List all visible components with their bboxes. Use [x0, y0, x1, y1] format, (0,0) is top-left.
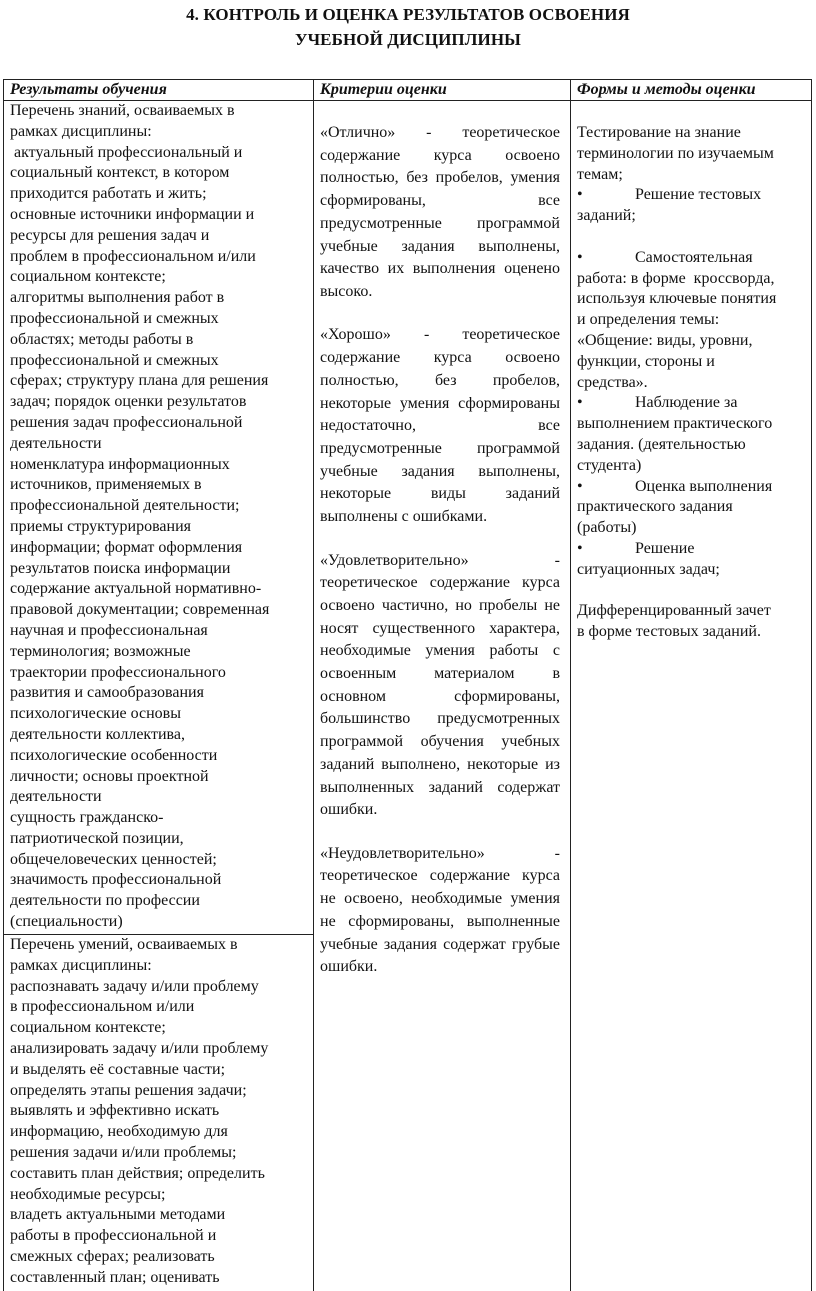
knowledge-line: результатов поиска информации [10, 559, 231, 577]
bullet-icon: • [577, 186, 583, 204]
skills-line: анализировать задачу и/или проблему [10, 1039, 269, 1057]
knowledge-line: научная и профессиональная [10, 621, 208, 639]
skills-line: составить план действия; определить [10, 1164, 265, 1182]
skills-line: и выделять её составные части; [10, 1060, 226, 1078]
skills-line: необходимые ресурсы; [10, 1185, 166, 1203]
skills-line: составленный план; оценивать [10, 1268, 220, 1286]
skills-line: в профессиональном и/или [10, 998, 195, 1016]
knowledge-line: ресурсы для решения задач и [10, 226, 210, 244]
methods-list-item-line: средства». [577, 373, 648, 391]
knowledge-line: источников, применяемых в [10, 476, 202, 494]
skills-line: распознавать задачу и/или проблему [10, 977, 259, 995]
skills-line: выявлять и эффективно искать [10, 1102, 220, 1120]
knowledge-line: задач; порядок оценки результатов [10, 393, 247, 411]
skills-line: социальном контексте; [10, 1019, 166, 1037]
knowledge-line: социальном контексте; [10, 268, 166, 286]
criteria-excellent: «Отлично» - теоретическое содержание курса освоено полностью, без пробелов, умения сформированы, все предусмотренные программой учебные задания выполнены, качество их выполнения оценено высоко. [320, 124, 560, 300]
methods-final-line: Дифференцированный зачет [577, 602, 771, 620]
knowledge-line: психологические особенности [10, 746, 218, 764]
methods-list-item-line: выполнением практического [577, 415, 773, 433]
methods-item-text: Самостоятельная [635, 248, 753, 266]
title-line-1: 4. КОНТРОЛЬ И ОЦЕНКА РЕЗУЛЬТАТОВ ОСВОЕНИЯ [186, 5, 630, 24]
methods-list-item-line: практического задания [577, 498, 733, 516]
knowledge-line: основные источники информации и [10, 205, 255, 223]
knowledge-line: информации; формат оформления [10, 538, 243, 556]
knowledge-cell [10, 101, 310, 933]
knowledge-line: деятельности [10, 788, 102, 806]
knowledge-line: значимость профессиональной [10, 871, 222, 889]
criteria-gap [320, 304, 560, 325]
skills-line: работы в профессиональной и [10, 1227, 217, 1245]
methods-item-text: Решение [635, 539, 695, 557]
knowledge-line: (специальности) [10, 913, 123, 931]
knowledge-line: патриотической позиции, [10, 829, 184, 847]
bullet-icon: • [577, 248, 583, 266]
methods-list-item-line: задания. (деятельностью [577, 435, 746, 453]
knowledge-line: правовой документации; современная [10, 601, 270, 619]
table-border-col2 [570, 79, 571, 1291]
methods-gap [577, 581, 809, 602]
methods-list-item-line [577, 248, 809, 269]
knowledge-line: алгоритмы выполнения работ в [10, 289, 225, 307]
criteria-gap [320, 529, 560, 550]
methods-list-item-line: ситуационных задач; [577, 560, 720, 578]
knowledge-line: терминология; возможные [10, 642, 191, 660]
knowledge-line: рамках дисциплины: [10, 122, 152, 140]
bullet-icon: • [577, 539, 583, 557]
bullet-icon: • [577, 477, 583, 495]
header-results: Результаты обучения [10, 81, 167, 98]
skills-line: решения задачи и/или проблемы; [10, 1143, 237, 1161]
knowledge-line: развития и самообразования [10, 684, 204, 702]
methods-list-item-line: студента) [577, 456, 642, 474]
table-border-left [3, 79, 4, 1291]
methods-item-text: Оценка выполнения [635, 477, 773, 495]
knowledge-line: профессиональной и смежных [10, 309, 219, 327]
skills-line: смежных сферах; реализовать [10, 1247, 215, 1265]
page-title [0, 2, 816, 52]
table-border-col1 [313, 79, 314, 1291]
knowledge-line: приходится работать и жить; [10, 185, 207, 203]
methods-list-item-line: «Общение: виды, уровни, [577, 331, 753, 349]
criteria-good: «Хорошо» - теоретическое содержание курса освоено полностью, без пробелов, некоторые умения сформированы недостаточно, все предусмотренные программой учебные задания выполнены, некоторые виды заданий выполнены с ошибками. [320, 326, 560, 526]
knowledge-line: профессиональной деятельности; [10, 497, 240, 515]
methods-list-item-line: работа: в форме кроссворда, [577, 269, 775, 287]
knowledge-line: приемы структурирования [10, 517, 192, 535]
knowledge-line: актуальный профессиональный и [10, 143, 243, 161]
knowledge-line: профессиональной и смежных [10, 351, 219, 369]
knowledge-line: сферах; структуру плана для решения [10, 372, 269, 390]
knowledge-line: содержание актуальной нормативно- [10, 580, 262, 598]
skills-line: информацию, необходимую для [10, 1123, 228, 1141]
knowledge-line: номенклатура информационных [10, 455, 230, 473]
methods-list-item-line [577, 393, 809, 414]
methods-list-item-line: (работы) [577, 519, 637, 537]
knowledge-line: психологические основы [10, 705, 181, 723]
skills-line: определять этапы решения задачи; [10, 1081, 247, 1099]
knowledge-line: проблем в профессиональном и/или [10, 247, 256, 265]
header-methods: Формы и методы оценки [577, 81, 756, 98]
skills-line: Перечень умений, осваиваемых в [10, 936, 238, 953]
knowledge-line: деятельности по профессии [10, 892, 200, 910]
knowledge-line: сущность гражданско- [10, 809, 164, 827]
methods-list-item-line: функции, стороны и [577, 352, 715, 370]
knowledge-line: траектории профессионального [10, 663, 226, 681]
criteria-cell [320, 122, 560, 979]
methods-item-text: Наблюдение за [635, 394, 738, 412]
knowledge-line: областях; методы работы в [10, 330, 194, 348]
skills-line: владеть актуальными методами [10, 1206, 226, 1224]
methods-list-item-line: используя ключевые понятия [577, 290, 777, 308]
knowledge-line: общечеловеческих ценностей; [10, 850, 217, 868]
knowledge-line: решения задач профессиональной [10, 413, 243, 431]
methods-gap [577, 227, 809, 248]
header-criteria: Критерии оценки [320, 81, 447, 98]
criteria-satisfactory: «Удовлетворительно» - теоретическое содержание курса освоено частично, но пробелы не носят существенного характера, необходимые умения работы с освоенным материалом в основном сформированы, большинство предусмотренных программой обучения учебных заданий выполнено, некоторые из выполненных заданий содержат ошибки. [320, 551, 560, 819]
methods-item-text: Решение тестовых [635, 186, 762, 204]
methods-final-line: в форме тестовых заданий. [577, 623, 761, 641]
methods-intro-line: Тестирование на знание [577, 124, 741, 141]
knowledge-line: деятельности коллектива, [10, 725, 185, 743]
methods-list-item-line: заданий; [577, 207, 636, 225]
methods-list-item-line: и определения темы: [577, 311, 720, 329]
knowledge-line: деятельности [10, 434, 102, 452]
methods-list-item-line [577, 477, 809, 498]
methods-list-item-line [577, 185, 809, 206]
title-line-2: УЧЕБНОЙ ДИСЦИПЛИНЫ [295, 30, 521, 49]
methods-intro-line: темам; [577, 165, 623, 183]
table-border-right [811, 79, 812, 1291]
methods-cell [577, 123, 809, 643]
criteria-unsatisfactory: «Неудовлетворительно» - теоретическое содержание курса не освоено, необходимые умения не сформированы, выполненные учебные задания содержат грубые ошибки. [320, 844, 560, 976]
methods-list-item-line [577, 539, 809, 560]
bullet-icon: • [577, 394, 583, 412]
criteria-gap [320, 822, 560, 843]
skills-cell [10, 935, 310, 1289]
skills-line: рамках дисциплины: [10, 956, 152, 974]
knowledge-line: социальный контекст, в котором [10, 164, 230, 182]
knowledge-line: личности; основы проектной [10, 767, 209, 785]
methods-intro-line: терминологии по изучаемым [577, 144, 774, 162]
knowledge-line: Перечень знаний, осваиваемых в [10, 102, 235, 119]
